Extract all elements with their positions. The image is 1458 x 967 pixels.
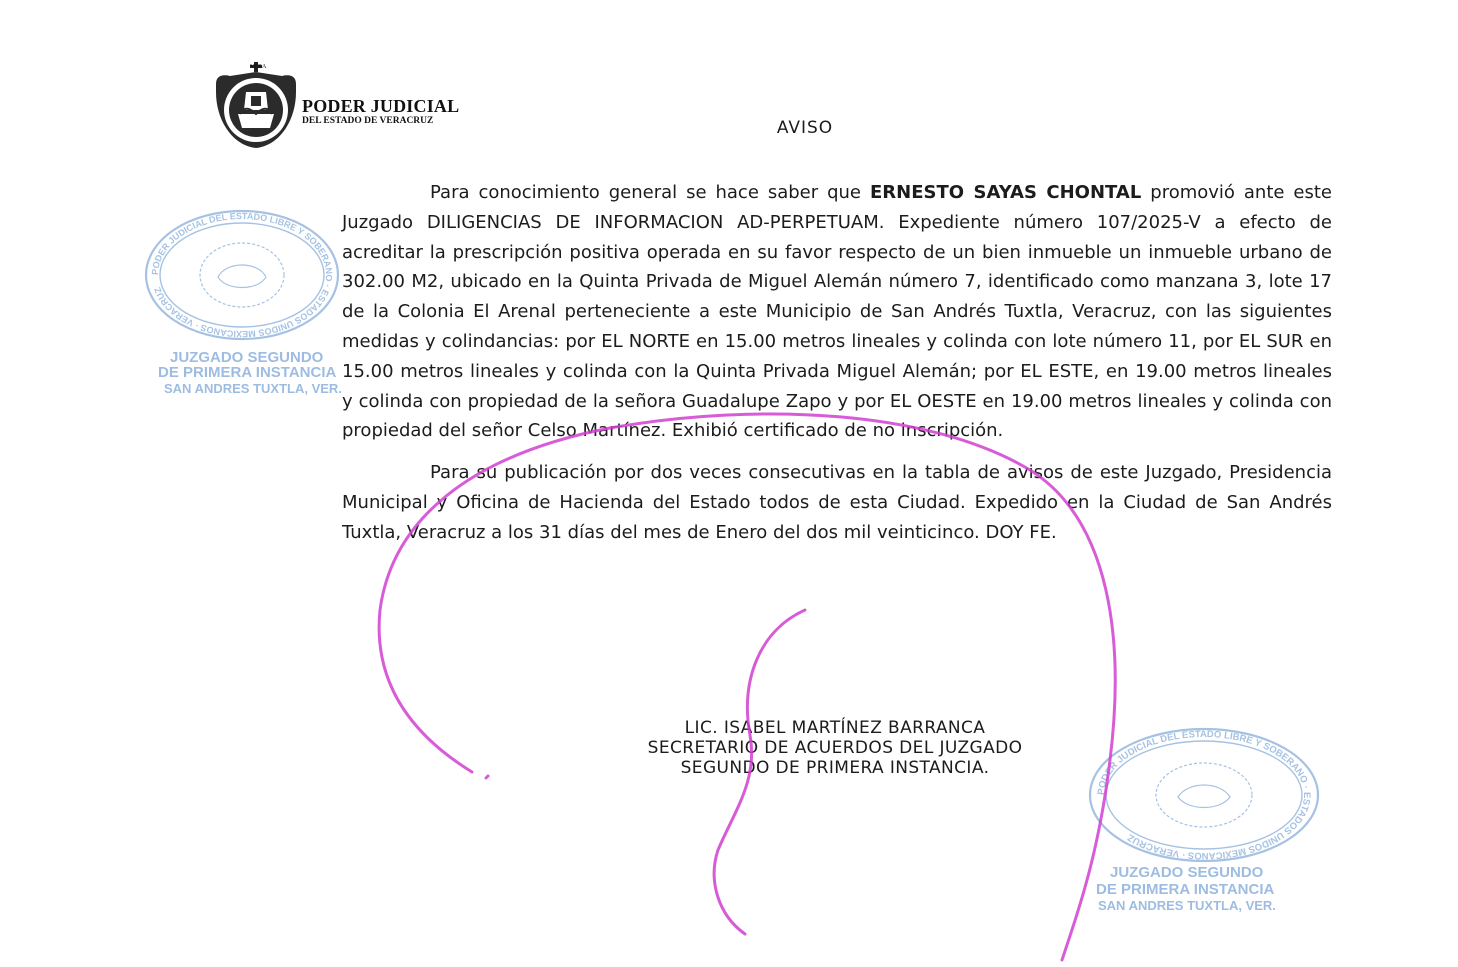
applicant-name: ERNESTO SAYAS CHONTAL (869, 182, 1142, 203)
logo-motto: VERA (250, 64, 267, 70)
stamp-line-3: SAN ANDRES TUXTLA, VER. (1098, 898, 1276, 913)
paragraph-1-body: promovió ante este Juzgado DILIGENCIAS DE INFORMACION AD-PERPETUAM. Expediente número 107/2025-V a efecto de acreditar la prescripción positiva operada en su favor respecto de un bien inmueble un inmueble urbano de 302.00 M2, ubicado en la Quinta Privada de Miguel Alemán número 7, identificado como manzana 3, lote 17 de la Colonia El Arenal perteneciente a este Municipio de San Andrés Tuxtla, Veracruz, con las siguientes medidas y colindancias: por EL NORTE en 15.00 metros lineales y colinda con lote número 11, por EL SUR en 15.00 metros lineales y colinda con la Quinta Privada Miguel Alemán; por EL ESTE, en 19.00 metros lineales y colinda con propiedad de la señora Guadalupe Zapo y por EL OESTE en 19.00 metros lineales y colinda con propiedad del señor Celso Martínez. Exhibió certificado de no inscripción. (342, 182, 1332, 442)
stamp-line-1: JUZGADO SEGUNDO (1110, 864, 1264, 881)
stamp-line-2: DE PRIMERA INSTANCIA (158, 364, 337, 381)
paragraph-1-lead: Para conocimiento general se hace saber que (430, 182, 870, 203)
signatory-name: LIC. ISABEL MARTÍNEZ BARRANCA (684, 718, 986, 738)
document-heading: AVISO (776, 118, 834, 138)
stamp-line-3: SAN ANDRES TUXTLA, VER. (164, 381, 342, 396)
stamp-line-1: JUZGADO SEGUNDO (170, 349, 324, 366)
signatory-title: SECRETARIO DE ACUERDOS DEL JUZGADO (647, 738, 1023, 758)
signatory-court: SEGUNDO DE PRIMERA INSTANCIA. (680, 758, 990, 778)
logo-title: PODER JUDICIAL (302, 96, 460, 116)
stamp-ring-text: PODER JUDICIAL DEL ESTADO LIBRE Y SOBERANO · ESTADOS UNIDOS MEXICANOS · VERACRUZ (1095, 728, 1313, 862)
paragraph-2: Para su publicación por dos veces consecutivas en la tabla de avisos de este Juzgado, Presidencia Municipal y Oficina de Hacienda del Estado todos de esta Ciudad. Expedido en la Ciudad de San Andrés Tuxtla, Veracruz a los 31 días del mes de Enero del dos mil veinticinco. DOY FE. (342, 462, 1332, 543)
logo-subtitle: DEL ESTADO DE VERACRUZ (302, 116, 434, 126)
stamp-ring-text: PODER JUDICIAL DEL ESTADO LIBRE Y SOBERANO · ESTADOS UNIDOS MEXICANOS · VERACRUZ (149, 210, 335, 340)
stamp-line-2: DE PRIMERA INSTANCIA (1096, 881, 1275, 898)
